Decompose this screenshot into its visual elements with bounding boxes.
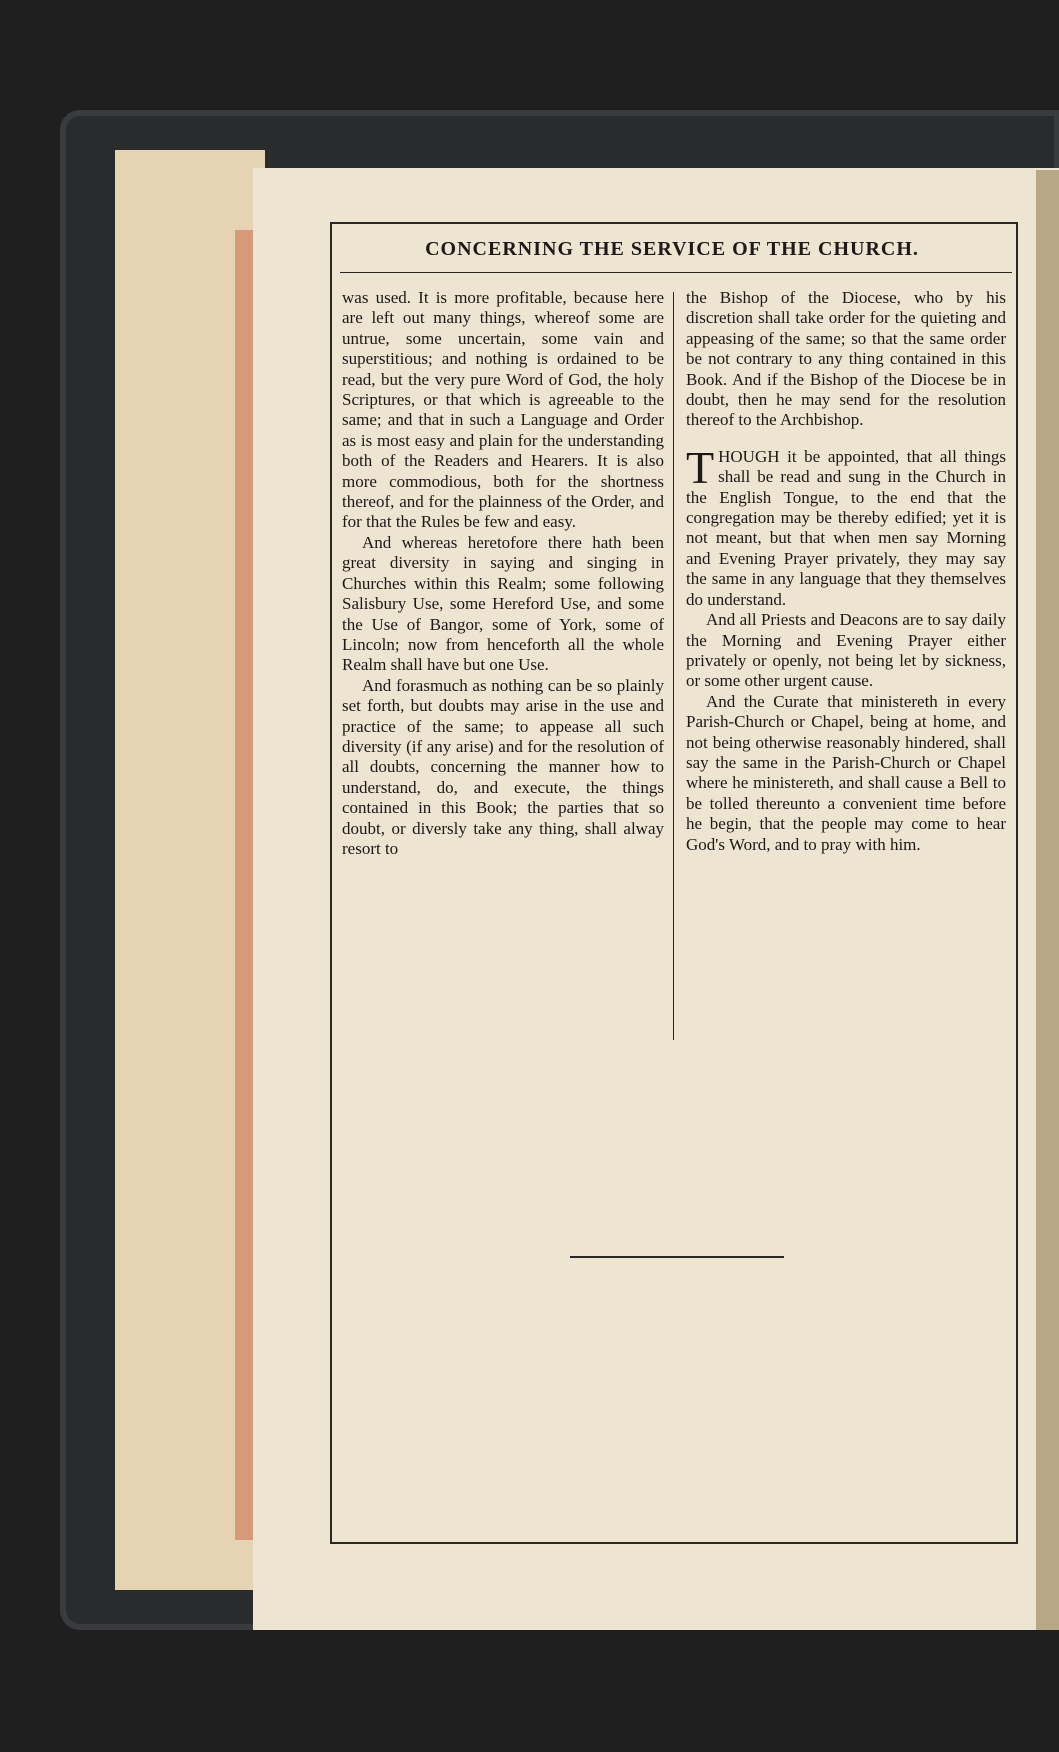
running-header: CONCERNING THE SERVICE OF THE CHURCH. bbox=[425, 238, 919, 260]
paragraph-gap bbox=[686, 431, 1006, 447]
right-paragraph-3: And all Priests and Deacons are to say daily the Morning and Evening Prayer either privately or openly, not being let by sickness, or some other urgent cause. bbox=[686, 610, 1006, 691]
page-edge-strip bbox=[235, 230, 253, 1540]
right-paragraph-2-text: HOUGH it be appointed, that all things shall be read and sung in the Church in the English Tongue, to the end that the congregation may be thereby edified; yet it is not meant, but that when men say Morning and Evening Prayer privately, they may say the same in any language that they themselves do understand. bbox=[686, 446, 1006, 609]
header-rule bbox=[340, 272, 1012, 273]
left-paragraph-3: And forasmuch as nothing can be so plainly set forth, but doubts may arise in the use and practice of the same; to appease all such diversity (if any arise) and for the resolution of all doubts, concerning the manner how to understand, do, and execute, the things contained in this Book; the parties that so doubt, or diversly take any thing, shall alway resort to bbox=[342, 675, 664, 858]
end-rule bbox=[570, 1256, 784, 1258]
right-page-edge bbox=[1036, 170, 1059, 1630]
right-paragraph-4: And the Curate that ministereth in every Parish-Church or Chapel, being at home, and not being otherwise reasonably hindered, shall say the same in the Parish-Church or Chapel where he ministereth, and shall cause a Bell to be tolled thereunto a convenient time before he begin, that the people may come to hear God's Word, and to pray with him. bbox=[686, 691, 1006, 854]
left-paragraph-2: And whereas heretofore there hath been great diversity in saying and singing in Churches within this Realm; some following Salisbury Use, some Hereford Use, and some the Use of Bangor, some of York, some of Lincoln; now from henceforth all the whole Realm shall have but one Use. bbox=[342, 532, 664, 675]
left-paragraph-1: was used. It is more profitable, because here are left out many things, whereof some are untrue, some uncertain, some vain and superstitious; and nothing is ordained to be read, but the very pure Word of God, the holy Scriptures, or that which is agreeable to the same; and that in such a Language and Order as is most easy and plain for the understanding both of the Readers and Hearers. It is also more commodious, both for the shortness thereof, and for the plainness of the Order, and for that the Rules be few and easy. bbox=[342, 288, 664, 532]
right-paragraph-2 bbox=[686, 441, 1006, 610]
drop-cap: T bbox=[686, 441, 715, 493]
right-column bbox=[686, 288, 1006, 855]
right-paragraph-1: the Bishop of the Diocese, who by his discretion shall take order for the quieting and appeasing of the same; so that the same order be not contrary to any thing contained in this Book. And if the Bishop of the Diocese be in doubt, then he may send for the resolution thereof to the Archbishop. bbox=[686, 288, 1006, 430]
column-divider bbox=[673, 292, 674, 1040]
left-column bbox=[342, 288, 664, 859]
